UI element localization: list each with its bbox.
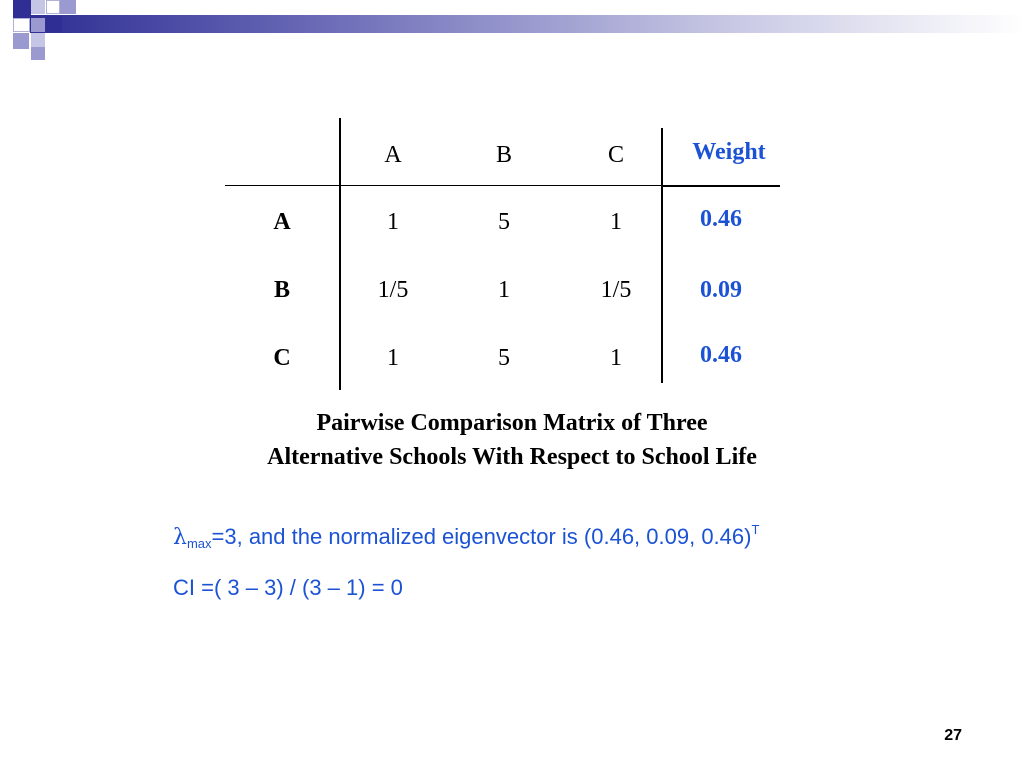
header-square	[31, 47, 45, 60]
transpose-superscript: T	[751, 522, 760, 537]
table-caption	[160, 406, 864, 474]
header-square	[60, 0, 76, 14]
header-square	[13, 33, 29, 49]
column-header-b: B	[495, 142, 513, 168]
header-square	[46, 16, 62, 32]
weight-value: 0.46	[700, 206, 742, 232]
header-square	[13, 0, 31, 18]
header-square	[31, 0, 45, 14]
table-cell: 1	[610, 209, 622, 235]
table-cell: 1	[610, 345, 622, 371]
table-header-rule	[225, 185, 662, 186]
eigenvalue-note	[173, 522, 759, 551]
caption-line: Pairwise Comparison Matrix of Three	[316, 410, 708, 436]
table-cell: 5	[498, 345, 510, 371]
header-square	[13, 18, 30, 32]
table-cell: 1	[387, 209, 399, 235]
consistency-index-note: CI =( 3 – 3) / (3 – 1) = 0	[173, 575, 403, 600]
header-square	[31, 18, 45, 32]
page-number: 27	[944, 727, 962, 744]
caption-line: Alternative Schools With Respect to School Life	[267, 444, 757, 470]
row-header-b: B	[273, 277, 291, 303]
row-header-a: A	[273, 209, 291, 235]
eigenvector-text: =3, and the normalized eigenvector is (0.46, 0.09, 0.46)	[211, 524, 752, 549]
lambda-symbol: λ	[173, 525, 187, 550]
lambda-subscript: max	[186, 536, 212, 551]
table-cell: 1	[387, 345, 399, 371]
table-cell: 1	[498, 277, 510, 303]
column-header-a: A	[384, 142, 402, 168]
header-gradient-band	[30, 15, 1024, 33]
header-square	[46, 0, 60, 14]
row-header-c: C	[273, 345, 291, 371]
table-cell: 1/5	[600, 277, 632, 303]
header-square	[31, 33, 45, 47]
table-divider-vertical	[339, 118, 341, 390]
weight-value: 0.09	[700, 277, 742, 303]
weight-value: 0.46	[700, 342, 742, 368]
table-cell: 1/5	[377, 277, 409, 303]
table-cell: 5	[498, 209, 510, 235]
table-header-rule	[662, 185, 780, 187]
column-header-weight: Weight	[692, 139, 766, 165]
column-header-c: C	[607, 142, 625, 168]
table-divider-vertical	[661, 128, 663, 383]
